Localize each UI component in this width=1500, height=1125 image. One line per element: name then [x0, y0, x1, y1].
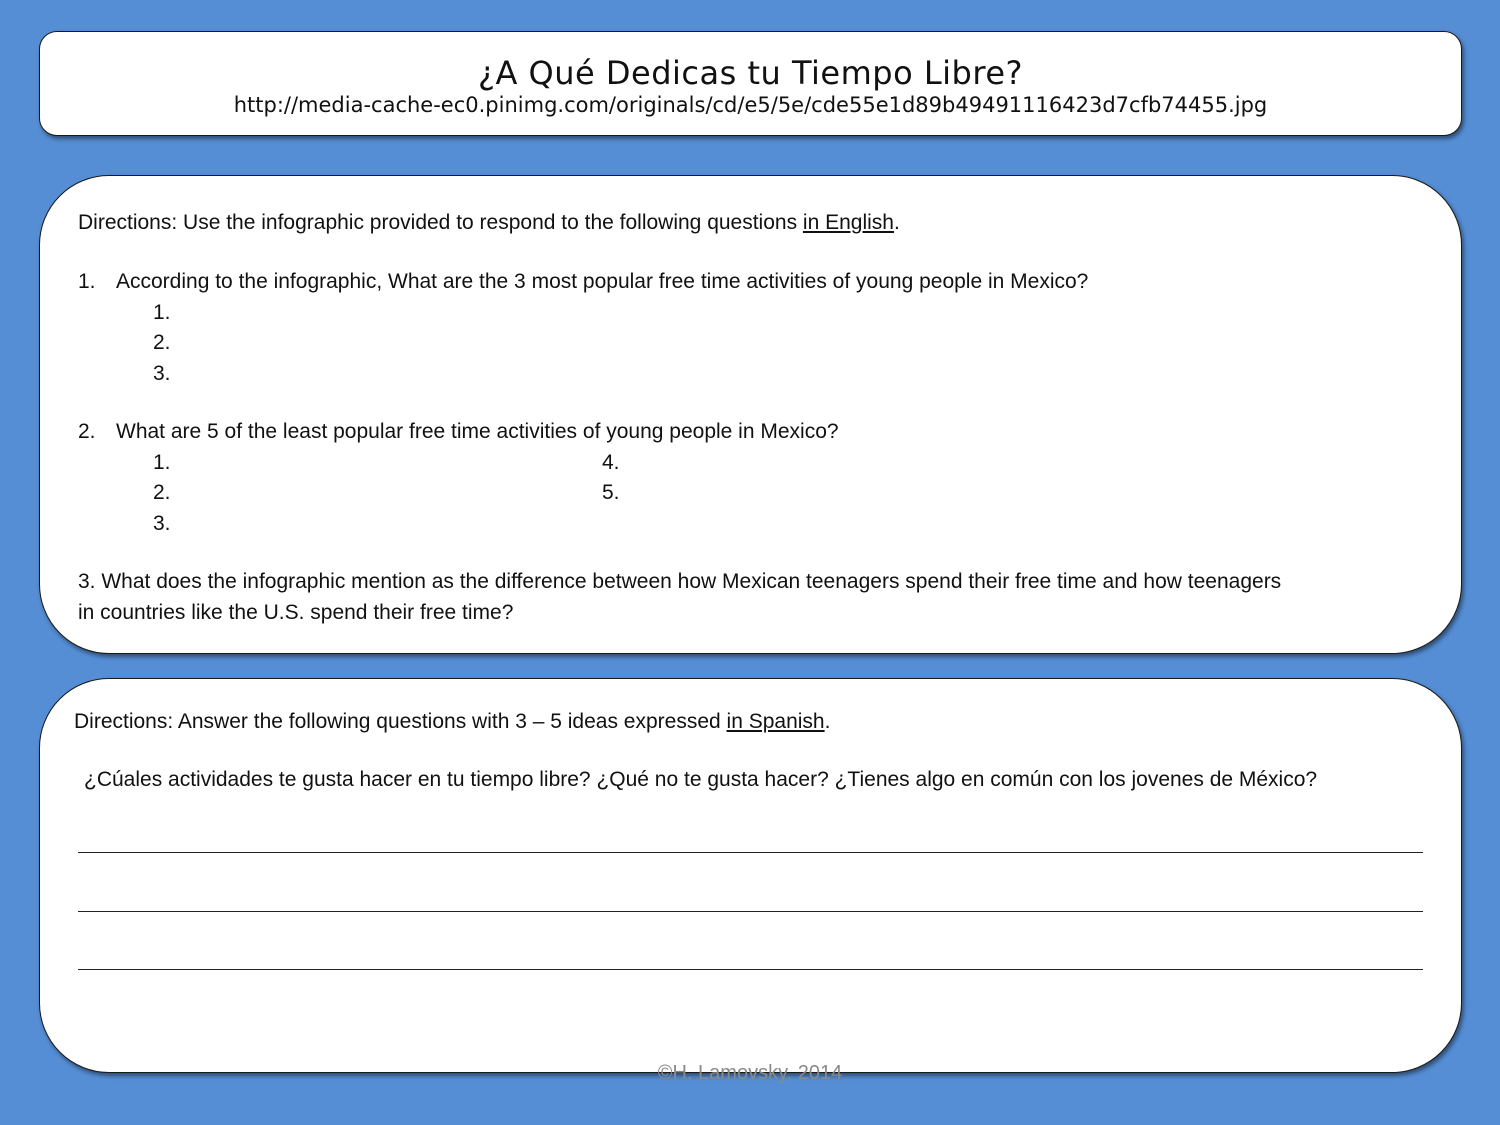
english-directions-suffix: .	[893, 211, 900, 234]
source-url: http://media-cache-ec0.pinimg.com/originals/cd/e5/5e/cde55e1d89b49491116423d7cfb74455.jpg	[233, 93, 1268, 117]
q1-answer-2: 2.	[153, 331, 171, 354]
title-panel	[39, 31, 1462, 136]
q1-answer-3: 3.	[153, 362, 171, 385]
spanish-directions-text: Directions: Answer the following questions with 3 – 5 ideas expressed	[74, 710, 727, 733]
q2-answer-5: 5.	[602, 481, 620, 504]
q2-answer-2: 2.	[153, 481, 171, 504]
page-title: ¿A Qué Dedicas tu Tiempo Libre?	[478, 54, 1023, 92]
q2-answer-3: 3.	[153, 512, 171, 535]
answer-line-3	[78, 969, 1423, 970]
answer-line-1	[78, 852, 1423, 853]
question-1-number: 1.	[78, 270, 96, 293]
question-2-number: 2.	[78, 420, 96, 443]
spanish-directions-suffix: .	[824, 710, 831, 733]
english-directions-text: Directions: Use the infographic provided to respond to the following questions	[78, 211, 803, 234]
spanish-directions	[74, 707, 830, 737]
q2-answer-1: 1.	[153, 451, 171, 474]
english-directions-underlined: in English	[802, 211, 894, 234]
spanish-questions-panel	[39, 678, 1462, 1073]
q2-answer-4: 4.	[602, 451, 620, 474]
spanish-directions-underlined: in Spanish	[726, 710, 825, 733]
question-1-text: According to the infographic, What are the 3 most popular free time activities of young people in Mexico?	[116, 270, 1089, 293]
spanish-questions: ¿Cúales actividades te gusta hacer en tu tiempo libre? ¿Qué no te gusta hacer? ¿Tienes algo en común con los jovenes de México?	[84, 768, 1318, 791]
english-directions	[78, 208, 900, 238]
english-questions-panel	[39, 175, 1462, 654]
question-3-line-2: in countries like the U.S. spend their free time?	[78, 601, 514, 624]
copyright-credit: ©H. Lamovsky, 2014	[657, 1062, 843, 1084]
question-3-line-1: 3. What does the infographic mention as the difference between how Mexican teenagers spend their free time and how teenagers	[78, 570, 1282, 593]
answer-line-2	[78, 911, 1423, 912]
question-2-text: What are 5 of the least popular free time activities of young people in Mexico?	[116, 420, 839, 443]
q1-answer-1: 1.	[153, 301, 171, 324]
